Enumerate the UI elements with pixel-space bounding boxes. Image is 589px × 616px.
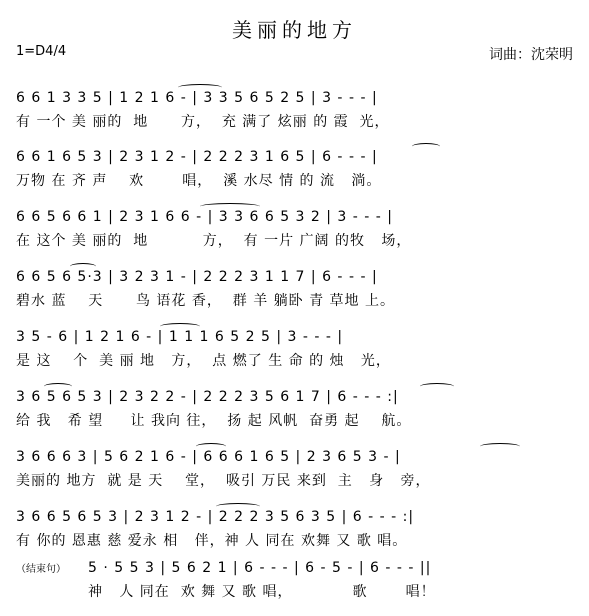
lyric-row: 万物 在 齐 声 欢 唱， 溪 水尽 情 的 流 淌。 bbox=[16, 173, 382, 189]
notation-row: 6 6 5 6 6 1 | 2 3 1 6 6 - | 3 3 6 6 5 3 2 | 3 - - - | bbox=[16, 209, 394, 225]
slur bbox=[200, 203, 260, 210]
ending-label: （结束句） bbox=[16, 564, 66, 575]
staff-line-5 bbox=[0, 325, 589, 385]
notation-row: 3 6 6 5 6 5 3 | 2 3 1 2 - | 2 2 2 3 5 6 3 5 | 6 - - - :| bbox=[16, 509, 415, 525]
song-title: 美丽的地方 bbox=[232, 18, 357, 42]
lyric-row: 给 我 希 望 让 我向 往， 扬 起 风帆 奋勇 起 航。 bbox=[16, 413, 412, 429]
lyric-row: 是 这 个 美 丽 地 方， 点 燃了 生 命 的 烛 光， bbox=[16, 353, 391, 369]
lyric-row: 在 这个 美 丽的 地 方， 有 一片 广阔 的牧 场， bbox=[16, 233, 412, 249]
notation-row: 6 6 1 6 5 3 | 2 3 1 2 - | 2 2 2 3 1 6 5 | 6 - - - | bbox=[16, 149, 378, 165]
notation-row: 6 6 1 3 3 5 | 1 2 1 6 - | 3 3 5 6 5 2 5 | 3 - - - | bbox=[16, 90, 378, 106]
lyric-row: 有 一个 美 丽的 地 方， 充 满了 炫丽 的 霞 光， bbox=[16, 114, 390, 130]
notation-row: 3 6 6 6 3 | 5 6 2 1 6 - | 6 6 6 1 6 5 | 2 3 6 5 3 - | bbox=[16, 449, 401, 465]
slur bbox=[70, 263, 96, 270]
notation-row: 3 6 5 6 5 3 | 2 3 2 2 - | 2 2 2 3 5 6 1 7 | 6 - - - :| bbox=[16, 389, 399, 405]
credit-line: 词曲：沈荣明 bbox=[489, 47, 573, 63]
staff-line-2 bbox=[0, 145, 589, 205]
slur bbox=[412, 143, 440, 150]
slur bbox=[178, 84, 222, 91]
slur bbox=[160, 323, 200, 330]
slur bbox=[44, 383, 72, 390]
lyric-row: 碧水 蓝 天 鸟 语花 香， 群 羊 躺卧 青 草地 上。 bbox=[16, 293, 396, 309]
lyric-row: 有 你的 恩惠 慈 爱永 相 伴，神 人 同在 欢舞 又 歌 唱。 bbox=[16, 533, 408, 549]
staff-line-6 bbox=[0, 385, 589, 445]
staff-line-1 bbox=[0, 86, 589, 146]
slur bbox=[216, 503, 260, 510]
slur bbox=[420, 383, 454, 390]
notation-row: 3 5 - 6 | 1 2 1 6 - | 1 1 1 6 5 2 5 | 3 - - - | bbox=[16, 329, 344, 345]
slur bbox=[196, 443, 226, 450]
slur bbox=[480, 443, 520, 450]
notation-row: 6 6 5 6 5·3 | 3 2 3 1 - | 2 2 2 3 1 1 7 | 6 - - - | bbox=[16, 269, 378, 285]
lyric-row: 神 人 同在 欢 舞 又 歌 唱， 歌 唱！ bbox=[88, 584, 436, 600]
staff-line-7 bbox=[0, 445, 589, 505]
ending-line bbox=[0, 556, 589, 616]
key-signature: 1=D4/4 bbox=[16, 44, 67, 59]
notation-row: 5 · 5 5 3 | 5 6 2 1 | 6 - - - | 6 - 5 - | 6 - - - || bbox=[88, 560, 432, 576]
staff-line-4 bbox=[0, 265, 589, 325]
lyric-row: 美丽的 地方 就 是 天 堂， 吸引 万民 来到 主 身 旁， bbox=[16, 473, 431, 489]
staff-line-3 bbox=[0, 205, 589, 265]
